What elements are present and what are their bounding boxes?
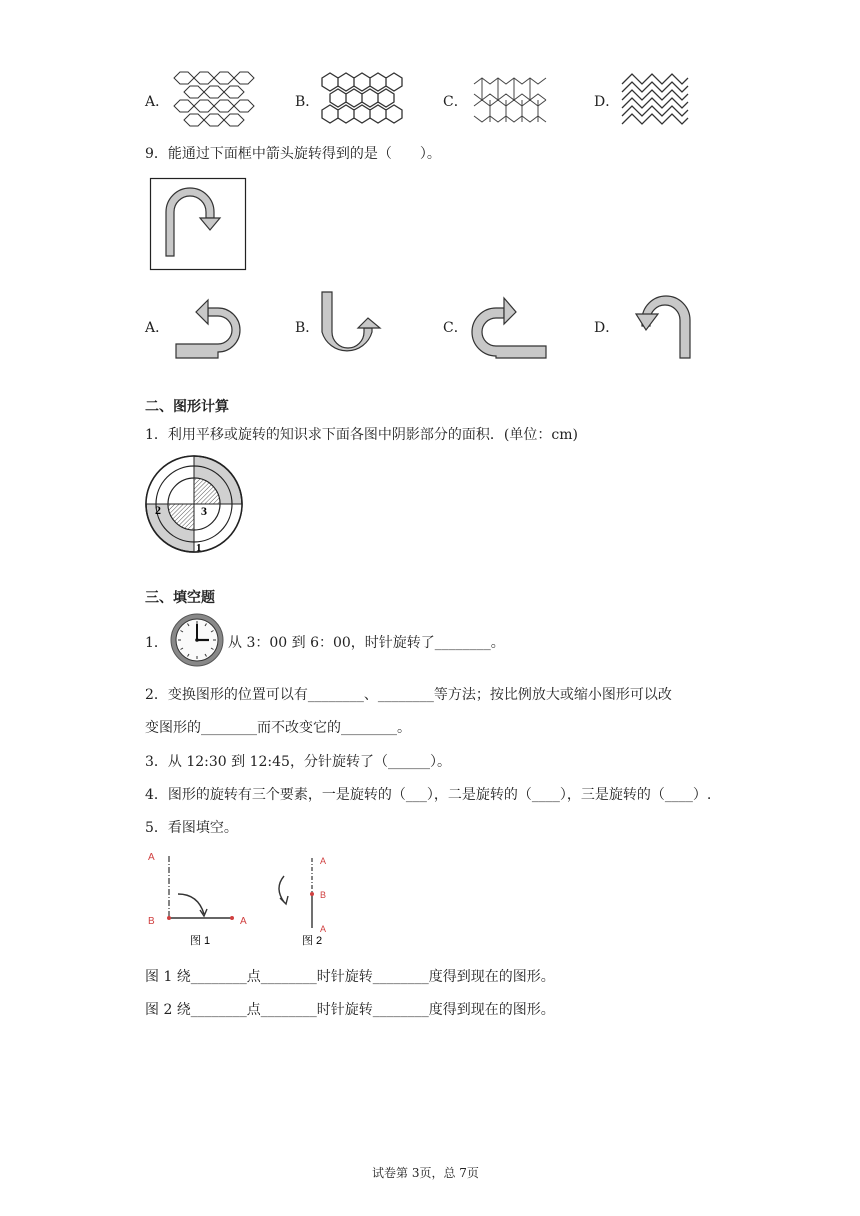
pentagon-tessellation-icon [320,72,404,124]
q8-option-b-label: B． [295,94,320,110]
section2-q1: 1．利用平移或旋转的知识求下面各图中阴影部分的面积．(单位：cm) [145,427,578,443]
rotation-figure-2 [270,850,340,950]
section3-q1-text: 从 3：00 到 6：00，时针旋转了________。 [228,635,505,651]
section3-q1-number: 1． [145,635,168,651]
q8-option-c-label: C． [443,94,468,110]
section2-title: 二、图形计算 [145,399,229,415]
page-footer: 试卷第 3页，总 7页 [372,1166,479,1180]
q9-option-c-label: C． [443,320,468,336]
q9-question: 9．能通过下面框中箭头旋转得到的是（ ）。 [145,146,441,162]
section3-title: 三、填空题 [145,590,215,606]
fig1-label-a-top: A [148,852,155,863]
section3-q3: 3．从 12:30 到 12:45，分针旋转了（______）。 [145,754,451,770]
section3-q4: 4．图形的旋转有三个要素，一是旋转的（___），二是旋转的（____），三是旋转的（____）. [145,787,712,803]
fig2-label-a-top: A [320,856,327,866]
clock-icon [170,612,224,668]
q9-option-b-label: B． [295,320,320,336]
fig1-label-b: B [148,916,155,927]
rotated-arrow-d-icon [618,286,694,360]
hexagon-tessellation-icon [172,70,254,126]
rotated-arrow-c-icon [470,288,548,360]
fig2-caption: 图 2 [302,935,323,947]
reference-arrow-box [150,178,246,270]
q9-option-a-label: A． [145,320,170,336]
rotated-arrow-a-icon [174,288,250,360]
fig2-label-a-bottom: A [320,924,327,934]
chevron-tessellation-icon [620,70,690,128]
fig-label-2: 2 [155,503,161,517]
fig1-caption: 图 1 [190,935,211,947]
counter-arc-icon [279,876,284,902]
section3-q2-line2: 变图形的________而不改变它的________。 [145,720,411,736]
concentric-circles-figure [144,454,244,554]
tile-tessellation-icon [470,74,550,124]
q8-option-d-label: D． [594,94,620,110]
fig-label-1: 1 [196,542,202,554]
q8-option-a-label: A． [145,94,170,110]
section3-q5: 5．看图填空。 [145,820,238,836]
fig2-label-b: B [320,890,327,900]
fig1-label-a-right: A [240,916,247,927]
fig-label-3: 3 [201,504,207,518]
section3-fill2: 图 2 绕________点________时针旋转________度得到现在的图形。 [145,1002,555,1018]
rotated-arrow-b-icon [320,290,396,360]
rotation-figure-1 [144,848,254,948]
q9-option-d-label: D． [594,320,620,336]
section3-q2-line1: 2．变换图形的位置可以有________、________等方法；按比例放大或缩小图形可以改 [145,687,672,703]
section3-fill1: 图 1 绕________点________时针旋转________度得到现在的图形。 [145,969,555,985]
